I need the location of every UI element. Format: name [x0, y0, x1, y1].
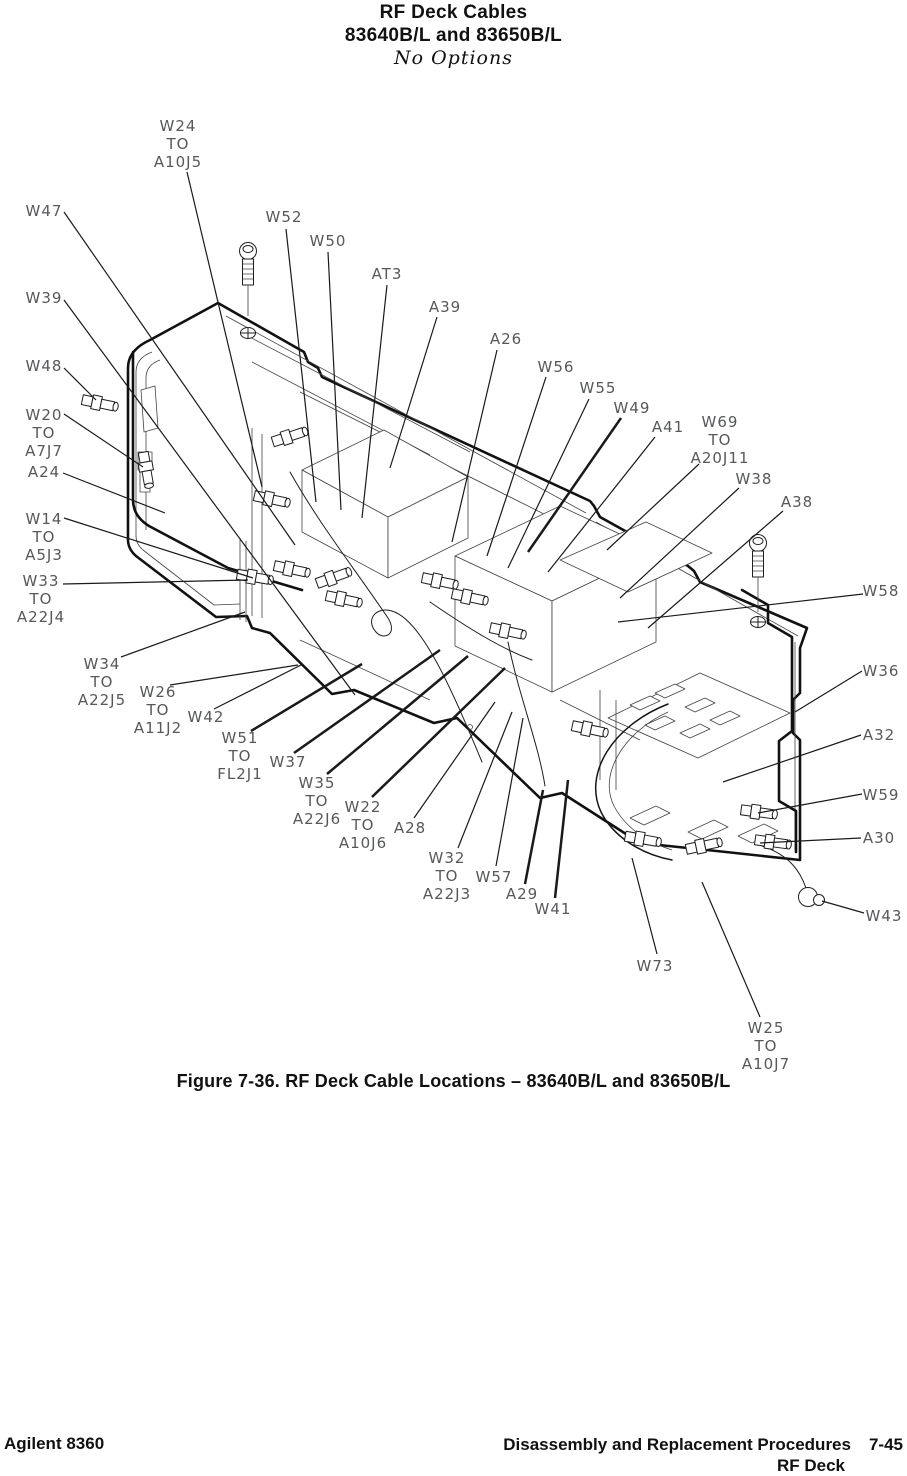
callout-w26-to-a11j2: W26 TO A11J2	[133, 683, 183, 737]
callout-w49: W49	[613, 399, 651, 417]
callout-a32: A32	[862, 726, 896, 744]
callout-w50: W50	[309, 232, 347, 250]
callout-w42: W42	[187, 708, 225, 726]
callout-w58: W58	[862, 582, 900, 600]
footer-chapter	[503, 1434, 903, 1476]
leader-line-w51-to-fl2j1	[251, 664, 362, 731]
callout-w73: W73	[636, 957, 674, 975]
leader-line-a29	[525, 790, 543, 884]
callout-w48: W48	[25, 357, 63, 375]
callout-w37: W37	[269, 753, 307, 771]
footer-chapter-title: Disassembly and Replacement Procedures	[503, 1435, 851, 1454]
callout-w52: W52	[265, 208, 303, 226]
footer-page-number: 7-45	[868, 1435, 903, 1454]
leader-line-w41	[555, 780, 568, 898]
leader-line-w36	[795, 671, 862, 712]
callout-w14-to-a5j3: W14 TO A5J3	[25, 510, 63, 564]
leader-line-w73	[632, 858, 657, 954]
callout-a38: A38	[780, 493, 814, 511]
leader-line-w48	[64, 368, 96, 400]
callout-w38: W38	[735, 470, 773, 488]
callout-w55: W55	[579, 379, 617, 397]
leader-line-w43	[822, 901, 864, 913]
callout-w20-to-a7j7: W20 TO A7J7	[25, 406, 63, 460]
callout-a26: A26	[489, 330, 523, 348]
callout-w57: W57	[475, 868, 513, 886]
leader-line-w34-to-a22j5	[121, 612, 245, 657]
callout-w33-to-a22j4: W33 TO A22J4	[16, 572, 66, 626]
footer-section: RF Deck	[776, 1456, 845, 1475]
callout-w25-to-a10j7: W25 TO A10J7	[741, 1019, 791, 1073]
callout-w47: W47	[25, 202, 63, 220]
callout-w41: W41	[534, 900, 572, 918]
callout-w51-to-fl2j1: W51 TO FL2J1	[217, 729, 263, 783]
callout-a30: A30	[862, 829, 896, 847]
screw-icon	[750, 535, 767, 613]
callout-w43: W43	[865, 907, 903, 925]
callout-at3: AT3	[371, 265, 403, 283]
page-title: RF Deck Cables	[379, 2, 528, 23]
callout-w24-to-a10j5: W24 TO A10J5	[153, 117, 203, 171]
screw-icon	[240, 243, 257, 317]
leader-line-w25-to-a10j7	[702, 882, 760, 1017]
callout-a39: A39	[428, 298, 462, 316]
callout-a24: A24	[27, 463, 61, 481]
callout-w39: W39	[25, 289, 63, 307]
callout-w69-to-a20j11: W69 TO A20J11	[690, 413, 750, 467]
callout-a41: A41	[651, 418, 685, 436]
footer-chapter-line	[503, 1434, 903, 1455]
phillips-screw-icon	[241, 328, 256, 339]
phillips-screw-icon	[751, 617, 766, 628]
options-note: No Options	[394, 47, 513, 69]
callout-w34-to-a22j5: W34 TO A22J5	[77, 655, 127, 709]
callout-w22-to-a10j6: W22 TO A10J6	[338, 798, 388, 852]
callout-w59: W59	[862, 786, 900, 804]
model-numbers: 83640B/L and 83650B/L	[344, 25, 563, 46]
footer-product: Agilent 8360	[4, 1434, 105, 1453]
rf-deck-drawing	[17, 117, 903, 1073]
callout-a28: A28	[393, 819, 427, 837]
callout-a29: A29	[505, 885, 539, 903]
callout-w35-to-a22j6: W35 TO A22J6	[292, 774, 342, 828]
figure-caption: Figure 7-36. RF Deck Cable Locations – 83640B/L and 83650B/L	[176, 1071, 731, 1091]
callout-w56: W56	[537, 358, 575, 376]
callout-w32-to-a22j3: W32 TO A22J3	[422, 849, 472, 903]
leader-line-w26-to-a11j2	[170, 665, 298, 685]
round-connector	[799, 888, 825, 907]
callout-w36: W36	[862, 662, 900, 680]
